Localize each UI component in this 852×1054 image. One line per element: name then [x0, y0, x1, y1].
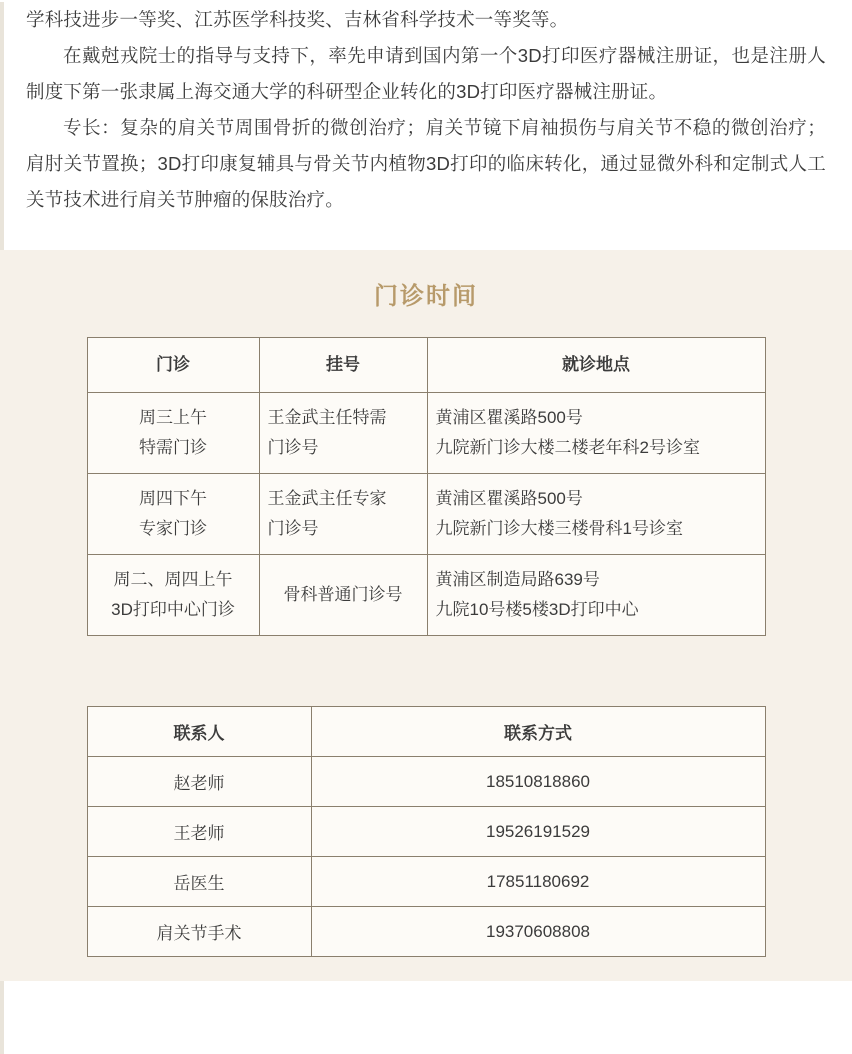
- cell-register: [259, 474, 427, 555]
- clinic-line-1: 周二、周四上午: [113, 570, 233, 589]
- table-row: [87, 393, 765, 474]
- register-line-1: 王金武主任专家: [267, 489, 387, 508]
- location-line-1: 黄浦区瞿溪路500号: [435, 489, 583, 508]
- cell-clinic: [87, 393, 259, 474]
- cell-register: [259, 555, 427, 636]
- table-row: [87, 807, 765, 857]
- cell-contact-name: 岳医生: [87, 857, 311, 907]
- clinic-line-2: 特需门诊: [139, 438, 207, 457]
- document-content: [0, 2, 852, 981]
- paragraph-awards: 学科技进步一等奖、江苏医学科技奖、吉林省科学技术一等奖等。: [26, 9, 569, 30]
- clinic-line-1: 周四下午: [139, 489, 207, 508]
- cell-location: [427, 393, 765, 474]
- cell-contact-phone: 19526191529: [311, 807, 765, 857]
- location-line-2: 九院10号楼5楼3D打印中心: [435, 600, 639, 619]
- clinic-line-2: 3D打印中心门诊: [111, 600, 235, 619]
- cell-contact-phone: 19370608808: [311, 907, 765, 957]
- cell-contact-phone: 18510818860: [311, 757, 765, 807]
- cell-contact-name: 肩关节手术: [87, 907, 311, 957]
- clinic-line-1: 周三上午: [139, 408, 207, 427]
- contact-table: [87, 706, 766, 957]
- register-line-2: 门诊号: [267, 519, 319, 538]
- cell-contact-name: 王老师: [87, 807, 311, 857]
- paragraph-specialty: 专长：复杂的肩关节周围骨折的微创治疗；肩关节镜下肩袖损伤与肩关节不稳的微创治疗；肩肘关节置换；3D打印康复辅具与骨关节内植物3D打印的临床转化，通过显微外科和定制式人工关节技术进行肩关节肿瘤的保肢治疗。: [26, 117, 826, 210]
- cell-location: [427, 474, 765, 555]
- cell-clinic: [87, 555, 259, 636]
- document-page: [0, 2, 852, 1054]
- clinic-line-2: 专家门诊: [139, 519, 207, 538]
- location-line-2: 九院新门诊大楼三楼骨科1号诊室: [435, 519, 683, 538]
- column-header-register: 挂号: [259, 338, 427, 393]
- column-header-location: 就诊地点: [427, 338, 765, 393]
- table-row: [87, 857, 765, 907]
- column-header-contact-phone: 联系方式: [311, 707, 765, 757]
- table-row: [87, 555, 765, 636]
- cell-contact-phone: 17851180692: [311, 857, 765, 907]
- table-row: [87, 474, 765, 555]
- column-header-contact-name: 联系人: [87, 707, 311, 757]
- clinic-schedule-title: 门诊时间: [374, 283, 478, 310]
- cell-register: [259, 393, 427, 474]
- paragraph-registration: 在戴尅戎院士的指导与支持下，率先申请到国内第一个3D打印医疗器械注册证，也是注册人制度下第一张隶属上海交通大学的科研型企业转化的3D打印医疗器械注册证。: [26, 45, 826, 102]
- cell-contact-name: 赵老师: [87, 757, 311, 807]
- location-line-2: 九院新门诊大楼二楼老年科2号诊室: [435, 438, 700, 457]
- register-line-1: 王金武主任特需: [267, 408, 387, 427]
- clinic-info-panel: [0, 250, 852, 981]
- clinic-schedule-card: [26, 250, 826, 670]
- register-line-2: 门诊号: [267, 438, 319, 457]
- cell-clinic: [87, 474, 259, 555]
- table-header-row: [87, 338, 765, 393]
- table-row: [87, 907, 765, 957]
- column-header-clinic: 门诊: [87, 338, 259, 393]
- location-line-1: 黄浦区制造局路639号: [435, 570, 600, 589]
- table-header-row: [87, 707, 765, 757]
- register-line-1: 骨科普通门诊号: [283, 585, 403, 604]
- table-row: [87, 757, 765, 807]
- clinic-schedule-table: [87, 337, 766, 636]
- cell-location: [427, 555, 765, 636]
- contact-section: [26, 706, 826, 981]
- location-line-1: 黄浦区瞿溪路500号: [435, 408, 583, 427]
